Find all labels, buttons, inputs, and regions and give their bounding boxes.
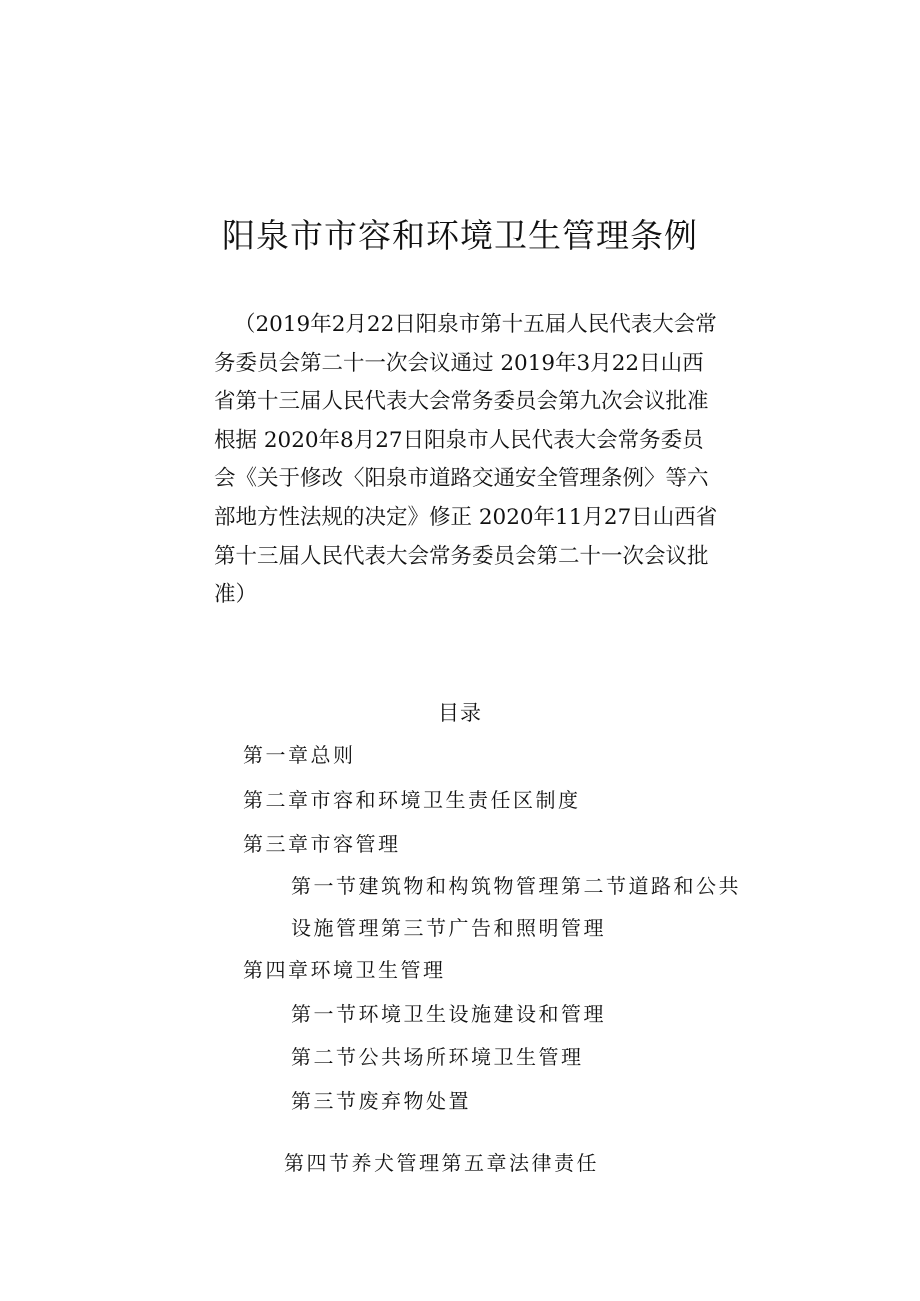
toc-item-chapter-4: 第四章环境卫生管理 — [243, 958, 446, 982]
adoption-note-line: 准） — [214, 582, 258, 608]
adoption-note-line: 会《关于修改〈阳泉市道路交通安全管理条例〉等六 — [214, 466, 709, 492]
toc-item-chapter-3-sections-cont: 设施管理第三节广告和照明管理 — [291, 916, 606, 940]
toc-item-chapter-4-section-2: 第二节公共场所环境卫生管理 — [291, 1045, 584, 1069]
adoption-note-line: 第十三届人民代表大会常务委员会第二十一次会议批 — [214, 543, 709, 569]
toc-item-chapter-3: 第三章市容管理 — [243, 832, 401, 856]
toc-item-chapter-4-section-3: 第三节废弃物处置 — [291, 1089, 471, 1113]
adoption-note-line: 省第十三届人民代表大会常务委员会第九次会议批准 — [214, 389, 709, 415]
document-title: 阳泉市市容和环境卫生管理条例 — [222, 216, 698, 255]
adoption-note — [214, 306, 770, 615]
toc-heading: 目录 — [438, 701, 482, 725]
toc-item-chapter-4-section-1: 第一节环境卫生设施建设和管理 — [291, 1002, 606, 1026]
adoption-note-line: 根据 2020年8月27日阳泉市人民代表大会常务委员 — [214, 427, 704, 453]
toc-item-chapter-3-sections: 第一节建筑物和构筑物管理第二节道路和公共 — [291, 874, 741, 898]
toc-item-chapter-2: 第二章市容和环境卫生责任区制度 — [243, 788, 581, 812]
toc-item-chapter-1: 第一章总则 — [243, 743, 356, 767]
adoption-note-line: 务委员会第二十一次会议通过 2019年3月22日山西 — [214, 350, 704, 376]
toc-item-chapter-4-section-4-chapter-5: 第四节养犬管理第五章法律责任 — [284, 1151, 599, 1175]
adoption-note-line: （2019年2月22日阳泉市第十五届人民代表大会常 — [234, 312, 717, 337]
adoption-note-line: 部地方性法规的决定》修正 2020年11月27日山西省 — [214, 504, 718, 530]
